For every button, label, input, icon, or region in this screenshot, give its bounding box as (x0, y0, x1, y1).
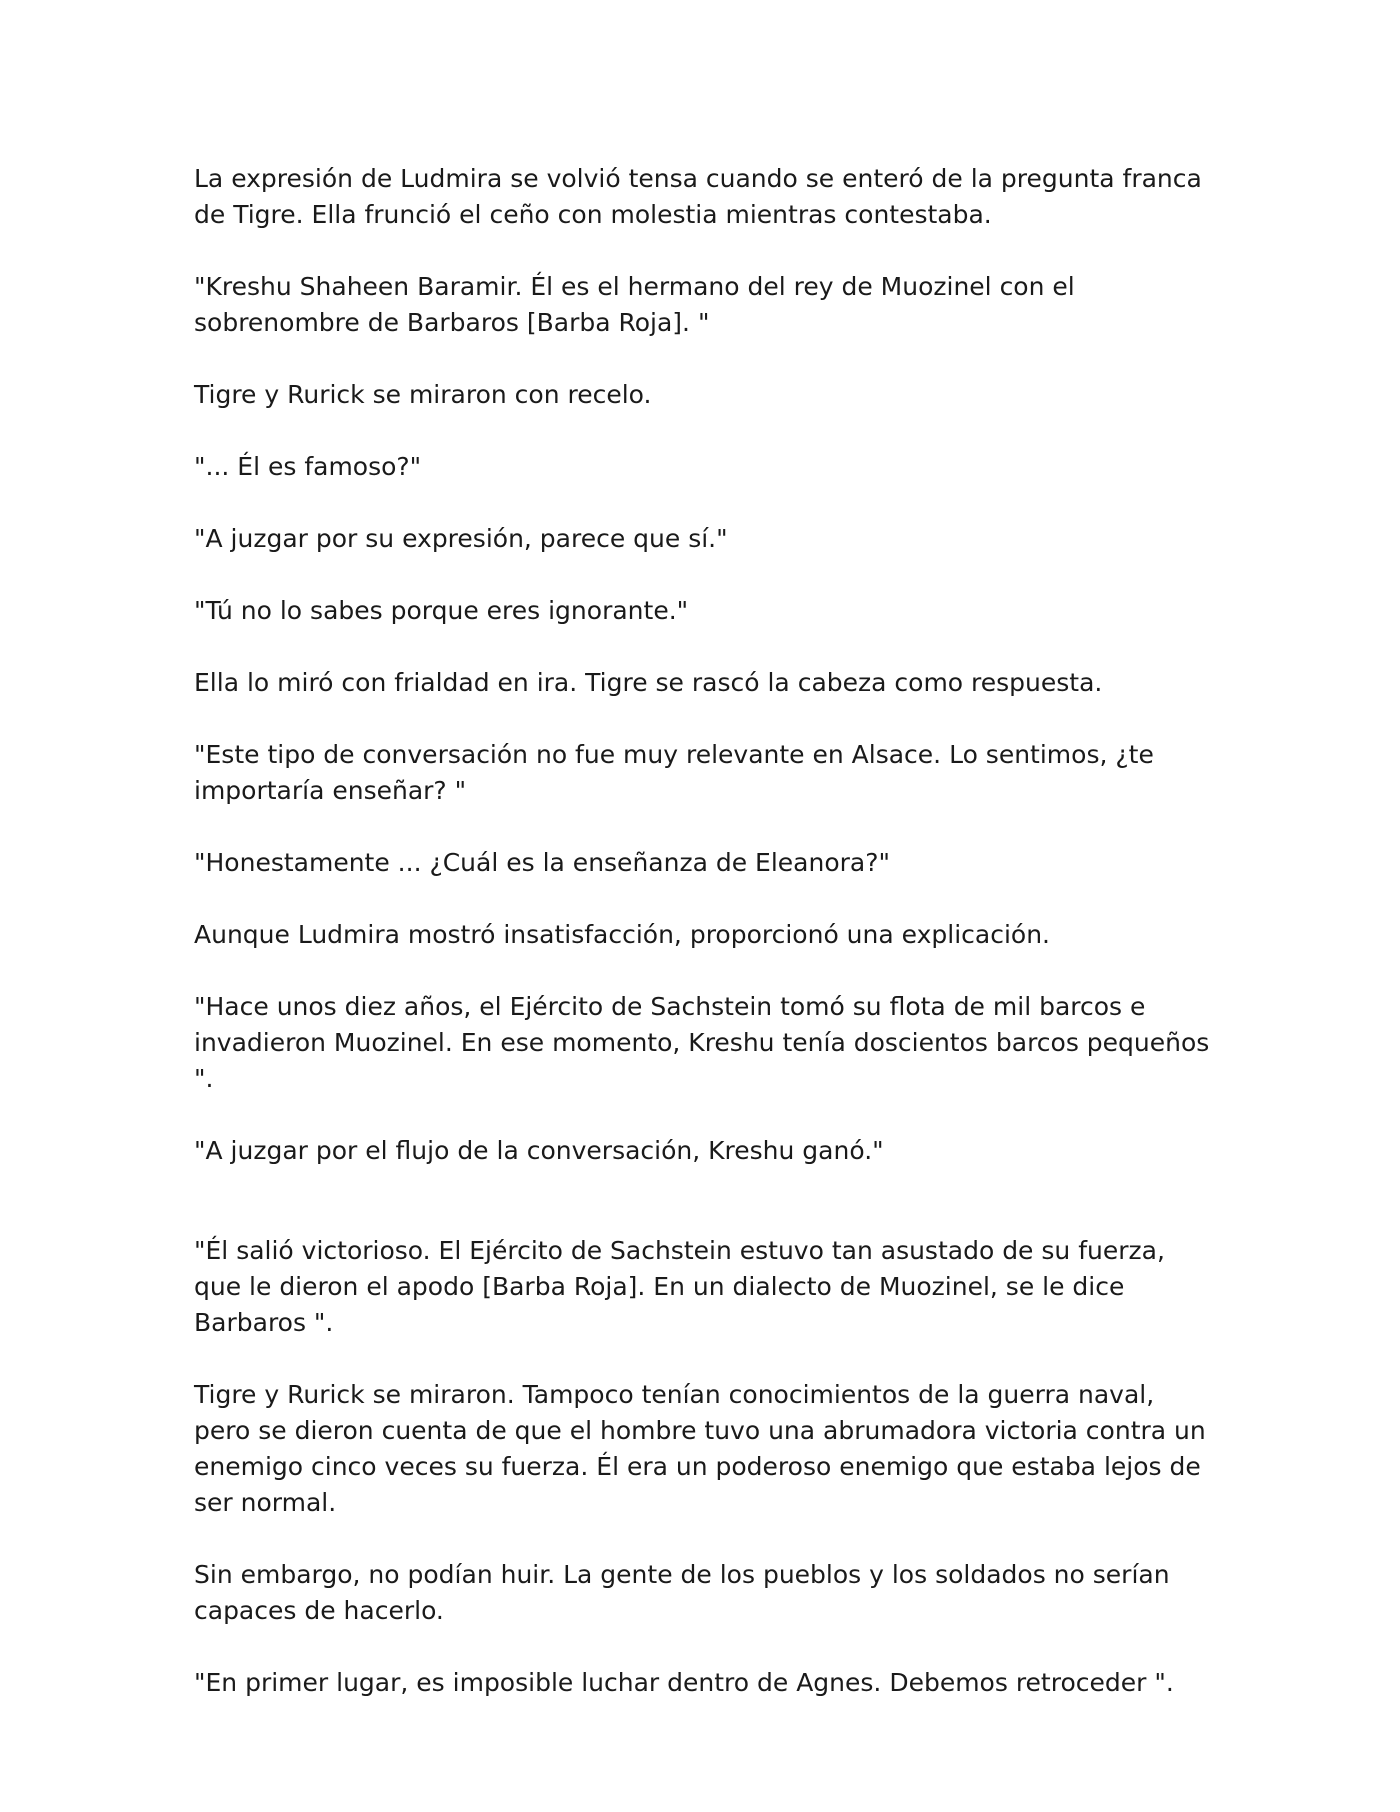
paragraph: Sin embargo, no podían huir. La gente de los pueblos y los soldados no serían capaces de hacerlo. (194, 1560, 1170, 1625)
paragraph: "En primer lugar, es imposible luchar dentro de Agnes. Debemos retroceder ". (194, 1668, 1174, 1697)
paragraph: "A juzgar por su expresión, parece que sí." (194, 524, 728, 553)
paragraph: Ella lo miró con frialdad en ira. Tigre se rascó la cabeza como respuesta. (194, 668, 1103, 697)
paragraph: "Honestamente ... ¿Cuál es la enseñanza de Eleanora?" (194, 848, 890, 877)
paragraph: "... Él es famoso?" (194, 452, 422, 481)
paragraph: "A juzgar por el flujo de la conversación, Kreshu ganó." (194, 1136, 884, 1165)
paragraph: Aunque Ludmira mostró insatisfacción, proporcionó una explicación. (194, 920, 1050, 949)
paragraph: Tigre y Rurick se miraron con recelo. (194, 380, 652, 409)
paragraph: La expresión de Ludmira se volvió tensa cuando se enteró de la pregunta franca de Tigre. Ella frunció el ceño con molestia mientras contestaba. (194, 164, 1202, 229)
paragraph: "Hace unos diez años, el Ejército de Sachstein tomó su flota de mil barcos e invadieron Muozinel. En ese momento, Kreshu tenía doscientos barcos pequeños ". (194, 992, 1210, 1093)
paragraph: "Kreshu Shaheen Baramir. Él es el hermano del rey de Muozinel con el sobrenombre de Barbaros [Barba Roja]. " (194, 272, 1075, 337)
paragraph: "Este tipo de conversación no fue muy relevante en Alsace. Lo sentimos, ¿te importaría enseñar? " (194, 740, 1154, 805)
document-body (194, 161, 1214, 1737)
paragraph: Tigre y Rurick se miraron. Tampoco tenían conocimientos de la guerra naval, pero se dieron cuenta de que el hombre tuvo una abrumadora victoria contra un enemigo cinco veces su fuerza. Él era un poderoso enemigo que estaba lejos de ser normal. (194, 1380, 1206, 1517)
paragraph: "Tú no lo sabes porque eres ignorante." (194, 596, 689, 625)
paragraph: "Él salió victorioso. El Ejército de Sachstein estuvo tan asustado de su fuerza, que le dieron el apodo [Barba Roja]. En un dialecto de Muozinel, se le dice Barbaros ". (194, 1236, 1165, 1337)
